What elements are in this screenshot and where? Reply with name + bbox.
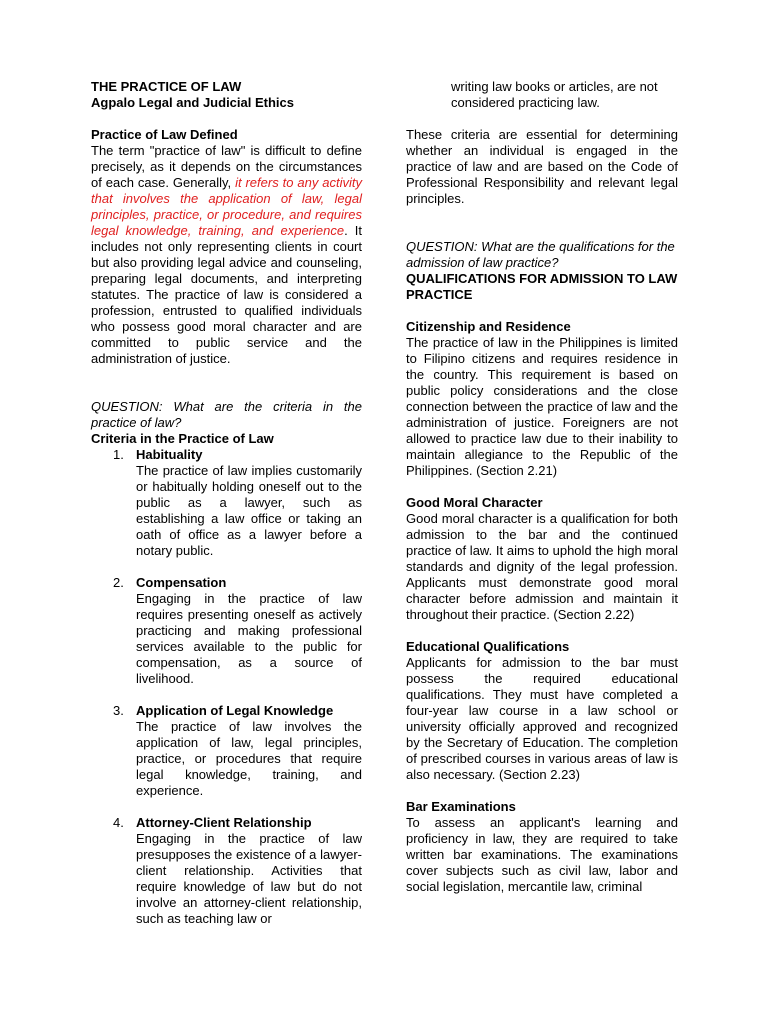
qualification-section-text: Applicants for admission to the bar must possess the required educational qualifications. They must have completed a four-year law course in a law school or university officially approved and recognized by the Secretary of Education. The completion of prescribed courses in various areas of law is also necessary. (Section 2.23) bbox=[406, 655, 678, 782]
criteria-item-number: 3. bbox=[113, 703, 124, 718]
criteria-summary: These criteria are essential for determining whether an individual is engaged in the practice of law and are based on the Code of Professional Responsibility and relevant legal principles. bbox=[406, 127, 678, 206]
criteria-item bbox=[91, 447, 362, 575]
criteria-item-number: 4. bbox=[113, 815, 124, 830]
criteria-item-number: 1. bbox=[113, 447, 124, 462]
criteria-item bbox=[91, 575, 362, 703]
criteria-question: QUESTION: What are the criteria in the practice of law? bbox=[91, 399, 362, 430]
criteria-heading: Criteria in the Practice of Law bbox=[91, 431, 274, 446]
practice-defined-text-before: The term "practice of law" is difficult to define precisely, as it depends on the circumstances of each case. Generally, bbox=[91, 143, 362, 190]
practice-defined-heading: Practice of Law Defined bbox=[91, 127, 238, 142]
practice-defined-highlight: it refers to any activity that involves the application of law, legal principles, practice, or procedure, and requires legal knowledge, training, and experience bbox=[91, 175, 362, 238]
qualification-section-title: Educational Qualifications bbox=[406, 639, 570, 654]
qualification-section-text: To assess an applicant's learning and proficiency in law, they are required to take written bar examinations. The examinations cover subjects such as civil law, labor and social legislation, mercantile law, criminal bbox=[406, 815, 678, 894]
qualifications-heading: QUALIFICATIONS FOR ADMISSION TO LAW PRACTICE bbox=[406, 271, 678, 302]
practice-defined-text-after: . It includes not only representing clients in court but also providing legal advice and counseling, preparing legal documents, and interpreting statutes. The practice of law is considered a profession, entrusted to qualified individuals who possess good moral character and are committed to public service and the administration of justice. bbox=[91, 223, 363, 366]
qualification-section-text: Good moral character is a qualification for both admission to the bar and the continued practice of law. It aims to uphold the high moral standards and dignity of the legal profession. Applicants must demonstrate good moral character before admission and maintain it throughout their practice. (Section 2.22) bbox=[406, 511, 678, 622]
document-subtitle: Agpalo Legal and Judicial Ethics bbox=[91, 95, 294, 110]
criteria-item-text: Engaging in the practice of law presupposes the existence of a lawyer-client relationship. Activities that require knowledge of law but do not involve an attorney-client relationship, such as teaching law or bbox=[136, 831, 362, 926]
practice-defined-paragraph bbox=[91, 143, 362, 367]
criteria-item-title: Habituality bbox=[136, 447, 203, 462]
criteria-item bbox=[91, 703, 362, 815]
criteria-item-text: The practice of law involves the application of law, legal principles, practice, or procedures that require legal knowledge, training, and experience. bbox=[136, 719, 362, 798]
criteria-item-number: 2. bbox=[113, 575, 124, 590]
left-column bbox=[91, 79, 362, 927]
criteria-item-title: Application of Legal Knowledge bbox=[136, 703, 334, 718]
criteria-item-title: Compensation bbox=[136, 575, 227, 590]
criteria-item bbox=[91, 815, 362, 927]
document-title: THE PRACTICE OF LAW bbox=[91, 79, 242, 94]
qualification-section-title: Bar Examinations bbox=[406, 799, 516, 814]
criteria-item-title: Attorney-Client Relationship bbox=[136, 815, 312, 830]
right-column bbox=[406, 79, 678, 895]
criteria-list bbox=[91, 447, 362, 927]
qualification-section-title: Good Moral Character bbox=[406, 495, 543, 510]
qualifications-question: QUESTION: What are the qualifications for the admission of law practice? bbox=[406, 239, 675, 270]
criteria-item-text: The practice of law implies customarily or habitually holding oneself out to the public as a lawyer, such as establishing a law office or taking an oath of office as a lawyer before a notary public. bbox=[136, 463, 362, 558]
criteria-item-text: Engaging in the practice of law requires presenting oneself as actively practicing and making professional services available to the public for compensation, as a source of livelihood. bbox=[136, 591, 362, 686]
qualification-section-text: The practice of law in the Philippines is limited to Filipino citizens and requires residence in the country. This requirement is based on public policy considerations and the close connection between the practice of law and the administration of justice. Foreigners are not allowed to practice law due to their inability to maintain allegiance to the Republic of the Philippines. (Section 2.21) bbox=[406, 335, 678, 478]
criteria-item-continuation: writing law books or articles, are not considered practicing law. bbox=[451, 79, 658, 110]
qualification-section-title: Citizenship and Residence bbox=[406, 319, 571, 334]
